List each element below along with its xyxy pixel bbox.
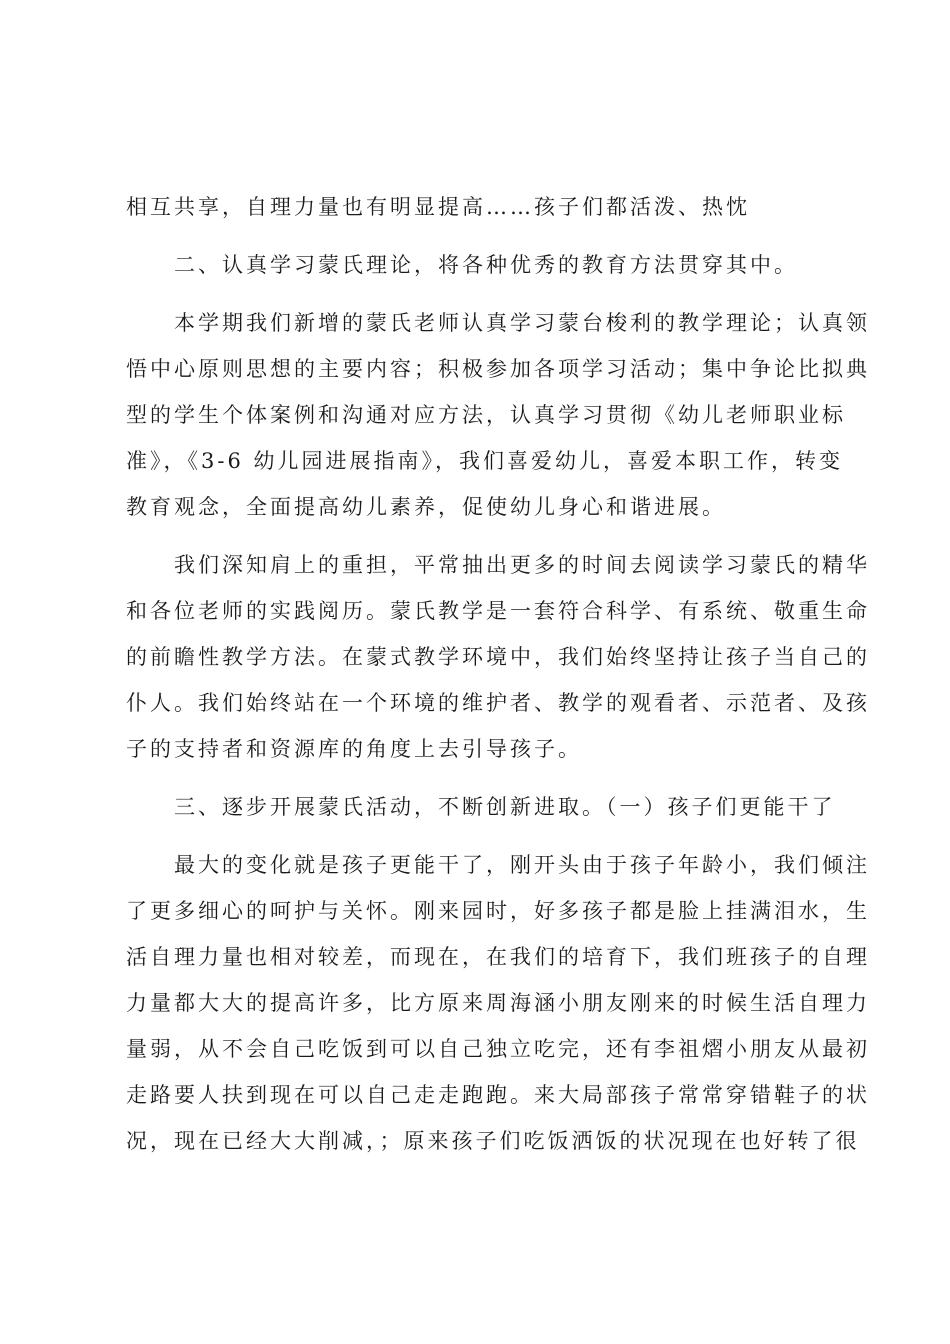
document-body — [126, 184, 870, 1176]
text-line: 本学期我们新增的蒙氏老师认真学习蒙台梭利的教学理论；认真领 — [174, 311, 870, 335]
text-line: 型的学生个体案例和沟通对应方法，认真学习贯彻《幼儿老师职业标 — [126, 403, 846, 427]
text-line: 子的支持者和资源库的角度上去引导孩子。 — [126, 737, 582, 761]
text-line: 了更多细心的呵护与关怀。刚来园时，好多孩子都是脸上挂满泪水，生 — [126, 899, 870, 923]
text-line: 仆人。我们始终站在一个环境的维护者、教学的观看者、示范者、及孩 — [126, 691, 870, 715]
text-line: 走路要人扶到现在可以自己走走跑跑。来大局部孩子常常穿错鞋子的状 — [126, 1083, 870, 1107]
text-line: 三、逐步开展蒙氏活动，不断创新进取。（一）孩子们更能干了 — [174, 795, 836, 819]
paragraph — [126, 842, 870, 1164]
text-line: 力量都大大的提高许多，比方原来周海涵小朋友刚来的时候生活自理力 — [126, 991, 870, 1015]
text-line: 悟中心原则思想的主要内容；积极参加各项学习活动；集中争论比拟典 — [126, 357, 870, 381]
text-line: 相互共享，自理力量也有明显提高……孩子们都活泼、热忱 — [126, 195, 750, 219]
text-line: 二、认真学习蒙氏理论，将各种优秀的教育方法贯穿其中。 — [174, 253, 798, 277]
text-line: 的前瞻性教学方法。在蒙式教学环境中，我们始终坚持让孩子当自己的 — [126, 645, 870, 669]
section-heading — [126, 242, 832, 288]
text-line: 教育观念，全面提高幼儿素养，促使幼儿身心和谐进展。 — [126, 495, 726, 519]
section-heading — [126, 784, 836, 830]
text-line: 和各位老师的实践阅历。蒙氏教学是一套符合科学、有系统、敬重生命 — [126, 599, 870, 623]
text-line: 最大的变化就是孩子更能干了，刚开头由于孩子年龄小，我们倾注 — [174, 853, 870, 877]
paragraph — [126, 542, 870, 772]
text-line: 况，现在已经大大削减，；原来孩子们吃饭洒饭的状况现在也好转了很 — [126, 1129, 860, 1153]
text-line: 准》，《3-6 幼儿园进展指南》，我们喜爱幼儿，喜爱本职工作，转变 — [126, 449, 843, 473]
text-line: 我们深知肩上的重担，平常抽出更多的时间去阅读学习蒙氏的精华 — [174, 553, 870, 577]
text-line: 活自理力量也相对较差，而现在，在我们的培育下，我们班孩子的自理 — [126, 945, 870, 969]
paragraph — [126, 300, 870, 530]
paragraph — [126, 184, 832, 230]
text-line: 量弱，从不会自己吃饭到可以自己独立吃完，还有李祖熠小朋友从最初 — [126, 1037, 870, 1061]
